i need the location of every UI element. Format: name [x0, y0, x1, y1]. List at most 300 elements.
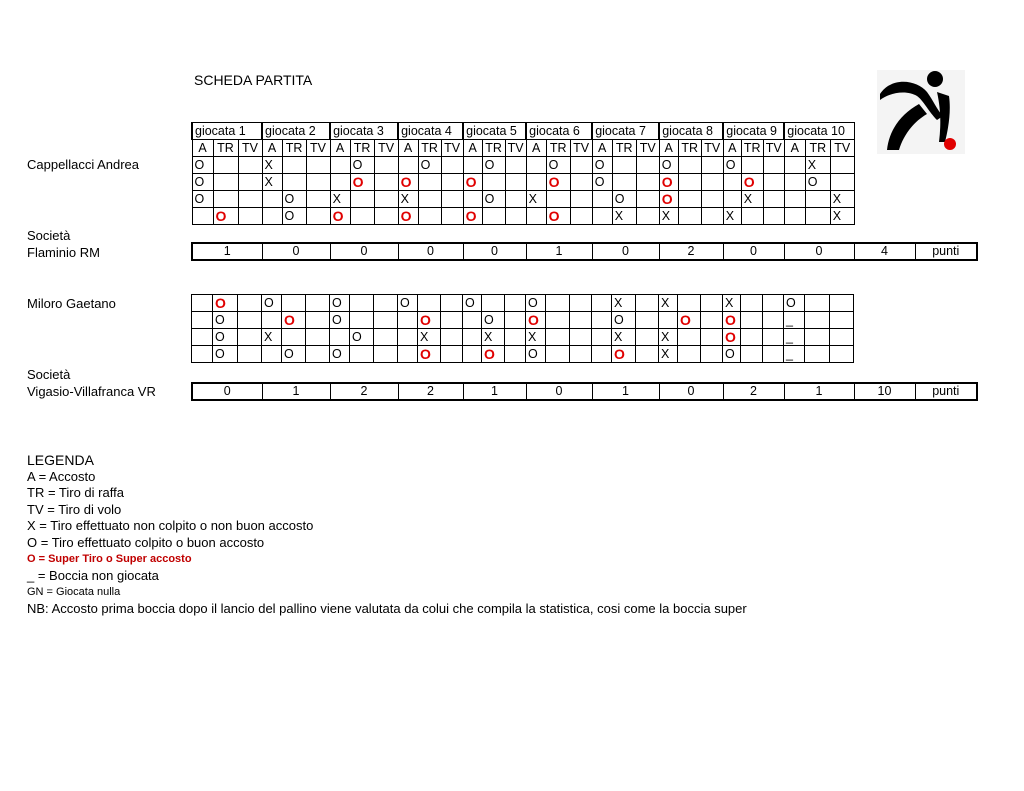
shot-cell — [306, 174, 330, 191]
shot-cell — [636, 346, 659, 363]
round-score: 1 — [592, 383, 659, 400]
shot-cell — [262, 208, 282, 225]
super-shot-cell: O — [398, 208, 418, 225]
shot-cell: X — [659, 208, 678, 225]
shot-cell: X — [612, 295, 636, 312]
shot-cell: _ — [784, 346, 805, 363]
shot-cell — [763, 174, 784, 191]
shot-cell — [723, 174, 741, 191]
round-score: 0 — [330, 243, 398, 260]
shot-cell — [546, 312, 570, 329]
super-shot-cell: O — [282, 312, 306, 329]
shot-cell: O — [612, 312, 636, 329]
shot-cell — [350, 191, 374, 208]
shot-cell — [805, 312, 830, 329]
shot-type-header: TR — [418, 140, 441, 157]
shot-cell — [570, 329, 592, 346]
shot-cell — [784, 174, 805, 191]
shot-cell — [306, 312, 330, 329]
shot-cell — [441, 295, 463, 312]
shot-cell — [238, 329, 262, 346]
shot-cell: X — [526, 191, 546, 208]
shot-cell — [238, 312, 262, 329]
round-header: giocata 9 — [723, 123, 784, 140]
shot-cell — [505, 208, 526, 225]
shot-cell — [238, 295, 262, 312]
shot-type-header: TV — [830, 140, 854, 157]
shot-cell — [678, 295, 701, 312]
shot-cell: O — [192, 191, 213, 208]
scoresheet-table — [191, 122, 855, 225]
shot-type-header: A — [723, 140, 741, 157]
shot-type-header: A — [330, 140, 350, 157]
table-row — [192, 346, 854, 363]
shot-cell: X — [482, 329, 505, 346]
shot-cell — [570, 157, 592, 174]
shot-cell: X — [659, 346, 678, 363]
shot-type-header: A — [463, 140, 482, 157]
shot-cell — [701, 295, 723, 312]
shot-cell — [678, 191, 701, 208]
shot-cell — [612, 174, 636, 191]
table-row — [192, 295, 854, 312]
shot-cell — [805, 191, 830, 208]
shot-cell — [282, 157, 306, 174]
super-shot-cell: O — [463, 174, 482, 191]
shot-cell — [418, 174, 441, 191]
shot-cell — [463, 329, 482, 346]
shot-cell — [678, 346, 701, 363]
shot-cell: O — [192, 157, 213, 174]
shot-cell — [330, 174, 350, 191]
shot-cell: X — [723, 208, 741, 225]
shot-type-header: A — [592, 140, 612, 157]
round-score: 1 — [526, 243, 592, 260]
shot-cell — [306, 329, 330, 346]
shot-cell — [505, 157, 526, 174]
shot-cell — [763, 157, 784, 174]
shot-cell — [330, 157, 350, 174]
shot-cell: O — [330, 346, 350, 363]
shot-type-header: TV — [636, 140, 659, 157]
super-shot-cell: O — [723, 329, 741, 346]
shot-cell — [441, 191, 463, 208]
shot-cell — [306, 191, 330, 208]
bocce-player-logo-icon — [877, 70, 965, 154]
shot-type-header: TV — [306, 140, 330, 157]
shot-type-header: A — [784, 140, 805, 157]
shot-cell — [805, 346, 830, 363]
super-shot-cell: O — [723, 312, 741, 329]
shot-cell — [238, 191, 262, 208]
shot-cell — [192, 295, 213, 312]
shot-cell — [441, 329, 463, 346]
shot-cell: O — [784, 295, 805, 312]
legend-line: _ = Boccia non giocata — [27, 567, 159, 583]
round-header: giocata 4 — [398, 123, 463, 140]
shot-type-header: A — [526, 140, 546, 157]
shot-cell — [592, 312, 612, 329]
shot-cell — [636, 312, 659, 329]
shot-cell — [701, 346, 723, 363]
shot-cell: O — [723, 157, 741, 174]
shot-cell: O — [350, 157, 374, 174]
shot-cell — [350, 295, 374, 312]
shot-cell — [570, 208, 592, 225]
shot-cell — [570, 346, 592, 363]
shot-cell: O — [192, 174, 213, 191]
shot-cell — [262, 312, 282, 329]
shot-type-header: TR — [350, 140, 374, 157]
shot-cell — [262, 346, 282, 363]
shot-cell: O — [282, 191, 306, 208]
shot-cell: O — [546, 157, 570, 174]
shot-type-header: TV — [701, 140, 723, 157]
round-score: 1 — [784, 383, 854, 400]
shot-cell — [592, 329, 612, 346]
shot-cell — [592, 208, 612, 225]
shot-cell — [192, 329, 213, 346]
shot-cell — [701, 329, 723, 346]
score-bar — [191, 382, 978, 401]
society-label: Società — [27, 228, 71, 243]
shot-cell — [784, 191, 805, 208]
shot-cell: X — [741, 191, 763, 208]
shot-cell — [678, 157, 701, 174]
shot-cell: O — [482, 157, 505, 174]
shot-cell — [678, 329, 701, 346]
shot-cell: X — [398, 191, 418, 208]
shot-cell — [678, 174, 701, 191]
shot-cell — [592, 295, 612, 312]
score-bar — [191, 242, 978, 261]
shot-cell: X — [659, 295, 678, 312]
shot-cell — [741, 157, 763, 174]
round-score: 2 — [330, 383, 398, 400]
shot-cell — [701, 208, 723, 225]
shot-cell — [374, 312, 398, 329]
shot-cell — [306, 295, 330, 312]
shot-cell: X — [723, 295, 741, 312]
legend-line: TR = Tiro di raffa — [27, 485, 124, 500]
table-row — [192, 208, 854, 225]
player-name: Cappellacci Andrea — [27, 157, 140, 172]
round-score: 2 — [398, 383, 463, 400]
shot-cell — [636, 329, 659, 346]
shot-cell — [482, 208, 505, 225]
shot-cell — [805, 329, 830, 346]
table-row — [192, 174, 854, 191]
shot-type-header: TV — [441, 140, 463, 157]
shot-cell: O — [330, 312, 350, 329]
shot-cell: O — [482, 191, 505, 208]
shot-cell: O — [463, 295, 482, 312]
shot-cell — [526, 157, 546, 174]
shot-cell — [505, 346, 526, 363]
shot-cell — [192, 346, 213, 363]
total-score: 10 — [854, 383, 915, 400]
points-label: punti — [915, 383, 977, 400]
shot-cell — [505, 312, 526, 329]
shot-cell — [505, 191, 526, 208]
legend — [27, 452, 747, 617]
shot-cell — [262, 191, 282, 208]
shot-cell: O — [398, 295, 418, 312]
shot-type-header: TR — [546, 140, 570, 157]
shot-cell: O — [282, 208, 306, 225]
shot-cell: O — [526, 346, 546, 363]
shot-cell — [282, 329, 306, 346]
shot-cell — [659, 312, 678, 329]
shot-cell — [505, 329, 526, 346]
shot-cell: O — [213, 346, 238, 363]
shot-cell: O — [482, 312, 505, 329]
shot-cell — [570, 174, 592, 191]
shot-cell — [441, 346, 463, 363]
shot-cell — [306, 157, 330, 174]
shot-cell — [741, 346, 763, 363]
page-title: SCHEDA PARTITA — [194, 72, 313, 88]
shot-cell — [526, 174, 546, 191]
round-score: 0 — [398, 243, 463, 260]
super-shot-cell: O — [463, 208, 482, 225]
shot-cell: X — [262, 329, 282, 346]
super-shot-cell: O — [398, 174, 418, 191]
shot-cell — [830, 157, 854, 174]
shot-cell — [238, 174, 262, 191]
legend-nb-line: NB: Accosto prima boccia dopo il lancio del pallino viene valutata da colui che compila la statistica, cosi come la boccia super — [27, 600, 747, 616]
shot-cell — [418, 191, 441, 208]
shot-cell — [546, 346, 570, 363]
shot-cell — [546, 295, 570, 312]
shot-cell — [830, 312, 854, 329]
shot-cell — [192, 312, 213, 329]
super-shot-cell: O — [526, 312, 546, 329]
shot-cell — [482, 295, 505, 312]
shot-cell: X — [830, 208, 854, 225]
round-header: giocata 1 — [192, 123, 262, 140]
shot-cell: O — [592, 174, 612, 191]
shot-cell — [505, 295, 526, 312]
shot-cell — [398, 312, 418, 329]
shot-cell — [282, 295, 306, 312]
shot-type-header: TR — [482, 140, 505, 157]
shot-cell: X — [830, 191, 854, 208]
round-header: giocata 10 — [784, 123, 854, 140]
shot-cell — [213, 191, 238, 208]
shot-cell — [636, 157, 659, 174]
shot-cell: O — [592, 157, 612, 174]
shot-cell — [570, 312, 592, 329]
shot-cell: O — [418, 157, 441, 174]
shot-cell — [238, 208, 262, 225]
super-shot-cell: O — [330, 208, 350, 225]
shot-cell — [238, 157, 262, 174]
shot-type-header: TR — [741, 140, 763, 157]
round-score: 0 — [526, 383, 592, 400]
shot-type-header: TR — [805, 140, 830, 157]
shot-cell — [463, 312, 482, 329]
shot-type-header: A — [262, 140, 282, 157]
shot-cell: X — [262, 174, 282, 191]
super-shot-cell: O — [213, 208, 238, 225]
shot-cell — [505, 174, 526, 191]
shot-cell — [441, 157, 463, 174]
shot-cell: _ — [784, 312, 805, 329]
shot-cell — [374, 157, 398, 174]
super-shot-cell: O — [213, 295, 238, 312]
shot-cell — [763, 312, 784, 329]
table-row — [192, 157, 854, 174]
legend-line: A = Accosto — [27, 468, 96, 484]
table-row — [192, 191, 854, 208]
shot-cell — [636, 295, 659, 312]
shot-cell — [570, 295, 592, 312]
shot-cell — [636, 191, 659, 208]
shot-cell — [763, 295, 784, 312]
shot-cell — [398, 329, 418, 346]
shot-cell — [418, 295, 441, 312]
shot-cell — [213, 157, 238, 174]
round-score: 2 — [723, 383, 784, 400]
shot-cell — [723, 191, 741, 208]
shot-cell — [546, 329, 570, 346]
shot-cell — [398, 346, 418, 363]
shot-cell — [636, 208, 659, 225]
shot-cell — [282, 174, 306, 191]
shot-cell — [213, 174, 238, 191]
shot-type-header: TR — [213, 140, 238, 157]
club-name: Vigasio-Villafranca VR — [27, 384, 156, 399]
shot-cell — [701, 312, 723, 329]
shot-cell — [805, 208, 830, 225]
shot-cell — [374, 295, 398, 312]
shot-cell: X — [330, 191, 350, 208]
shot-cell: O — [659, 157, 678, 174]
shot-cell — [784, 208, 805, 225]
round-score: 0 — [463, 243, 526, 260]
super-shot-cell: O — [350, 174, 374, 191]
round-header: giocata 5 — [463, 123, 526, 140]
shot-cell — [350, 312, 374, 329]
round-score: 1 — [192, 243, 262, 260]
shot-cell — [463, 346, 482, 363]
shot-cell — [306, 208, 330, 225]
shot-cell: O — [213, 312, 238, 329]
shot-type-header: A — [398, 140, 418, 157]
legend-title: LEGENDA — [27, 452, 94, 468]
shot-cell — [374, 208, 398, 225]
shot-cell — [374, 191, 398, 208]
shot-cell: X — [262, 157, 282, 174]
shot-cell — [636, 174, 659, 191]
super-shot-cell: O — [678, 312, 701, 329]
shot-cell: _ — [784, 329, 805, 346]
shot-cell: X — [612, 329, 636, 346]
shot-cell — [330, 329, 350, 346]
shot-cell — [463, 157, 482, 174]
super-shot-cell: O — [418, 346, 441, 363]
super-shot-cell: O — [418, 312, 441, 329]
super-shot-cell: O — [612, 346, 636, 363]
shot-type-header: TR — [678, 140, 701, 157]
shot-cell: X — [805, 157, 830, 174]
shot-cell: O — [213, 329, 238, 346]
super-shot-cell: O — [482, 346, 505, 363]
shot-cell: O — [805, 174, 830, 191]
shot-cell — [441, 312, 463, 329]
shot-type-header: TR — [282, 140, 306, 157]
player-name: Miloro Gaetano — [27, 296, 116, 311]
shot-cell — [374, 174, 398, 191]
shot-cell — [701, 174, 723, 191]
shot-type-header: A — [659, 140, 678, 157]
legend-super-line: O = Super Tiro o Super accosto — [27, 553, 192, 565]
shot-cell — [763, 329, 784, 346]
shot-cell — [784, 157, 805, 174]
round-header: giocata 7 — [592, 123, 659, 140]
scoresheet-table — [191, 294, 854, 363]
shot-cell — [238, 346, 262, 363]
super-shot-cell: O — [659, 191, 678, 208]
super-shot-cell: O — [546, 174, 570, 191]
shot-cell: X — [526, 329, 546, 346]
shot-cell: X — [659, 329, 678, 346]
shot-cell — [570, 191, 592, 208]
super-shot-cell: O — [546, 208, 570, 225]
legend-line: TV = Tiro di volo — [27, 501, 122, 517]
points-label: punti — [915, 243, 977, 260]
shot-cell — [741, 329, 763, 346]
round-score: 2 — [659, 243, 723, 260]
round-score: 0 — [592, 243, 659, 260]
shot-cell — [763, 208, 784, 225]
shot-cell — [741, 295, 763, 312]
shot-cell — [441, 174, 463, 191]
round-score: 0 — [659, 383, 723, 400]
shot-cell — [192, 208, 213, 225]
shot-cell — [741, 208, 763, 225]
round-header: giocata 3 — [330, 123, 398, 140]
shot-type-header: A — [192, 140, 213, 157]
society-label: Società — [27, 367, 71, 382]
shot-cell — [482, 174, 505, 191]
shot-cell — [592, 346, 612, 363]
shot-cell: O — [282, 346, 306, 363]
shot-cell: O — [612, 191, 636, 208]
shot-cell — [678, 208, 701, 225]
shot-type-header: TV — [238, 140, 262, 157]
shot-cell — [830, 295, 854, 312]
shot-cell — [374, 329, 398, 346]
shot-cell — [546, 191, 570, 208]
shot-cell: O — [723, 346, 741, 363]
shot-cell — [418, 208, 441, 225]
round-score: 1 — [262, 383, 330, 400]
shot-cell — [441, 208, 463, 225]
shot-cell: O — [526, 295, 546, 312]
shot-cell — [350, 208, 374, 225]
shot-type-header: TV — [763, 140, 784, 157]
round-header: giocata 6 — [526, 123, 592, 140]
super-shot-cell: O — [659, 174, 678, 191]
shot-type-header: TR — [612, 140, 636, 157]
legend-line: X = Tiro effettuato non colpito o non buon accosto — [27, 518, 314, 533]
shot-cell — [701, 191, 723, 208]
shot-cell — [398, 157, 418, 174]
shot-cell — [463, 191, 482, 208]
shot-cell — [374, 346, 398, 363]
